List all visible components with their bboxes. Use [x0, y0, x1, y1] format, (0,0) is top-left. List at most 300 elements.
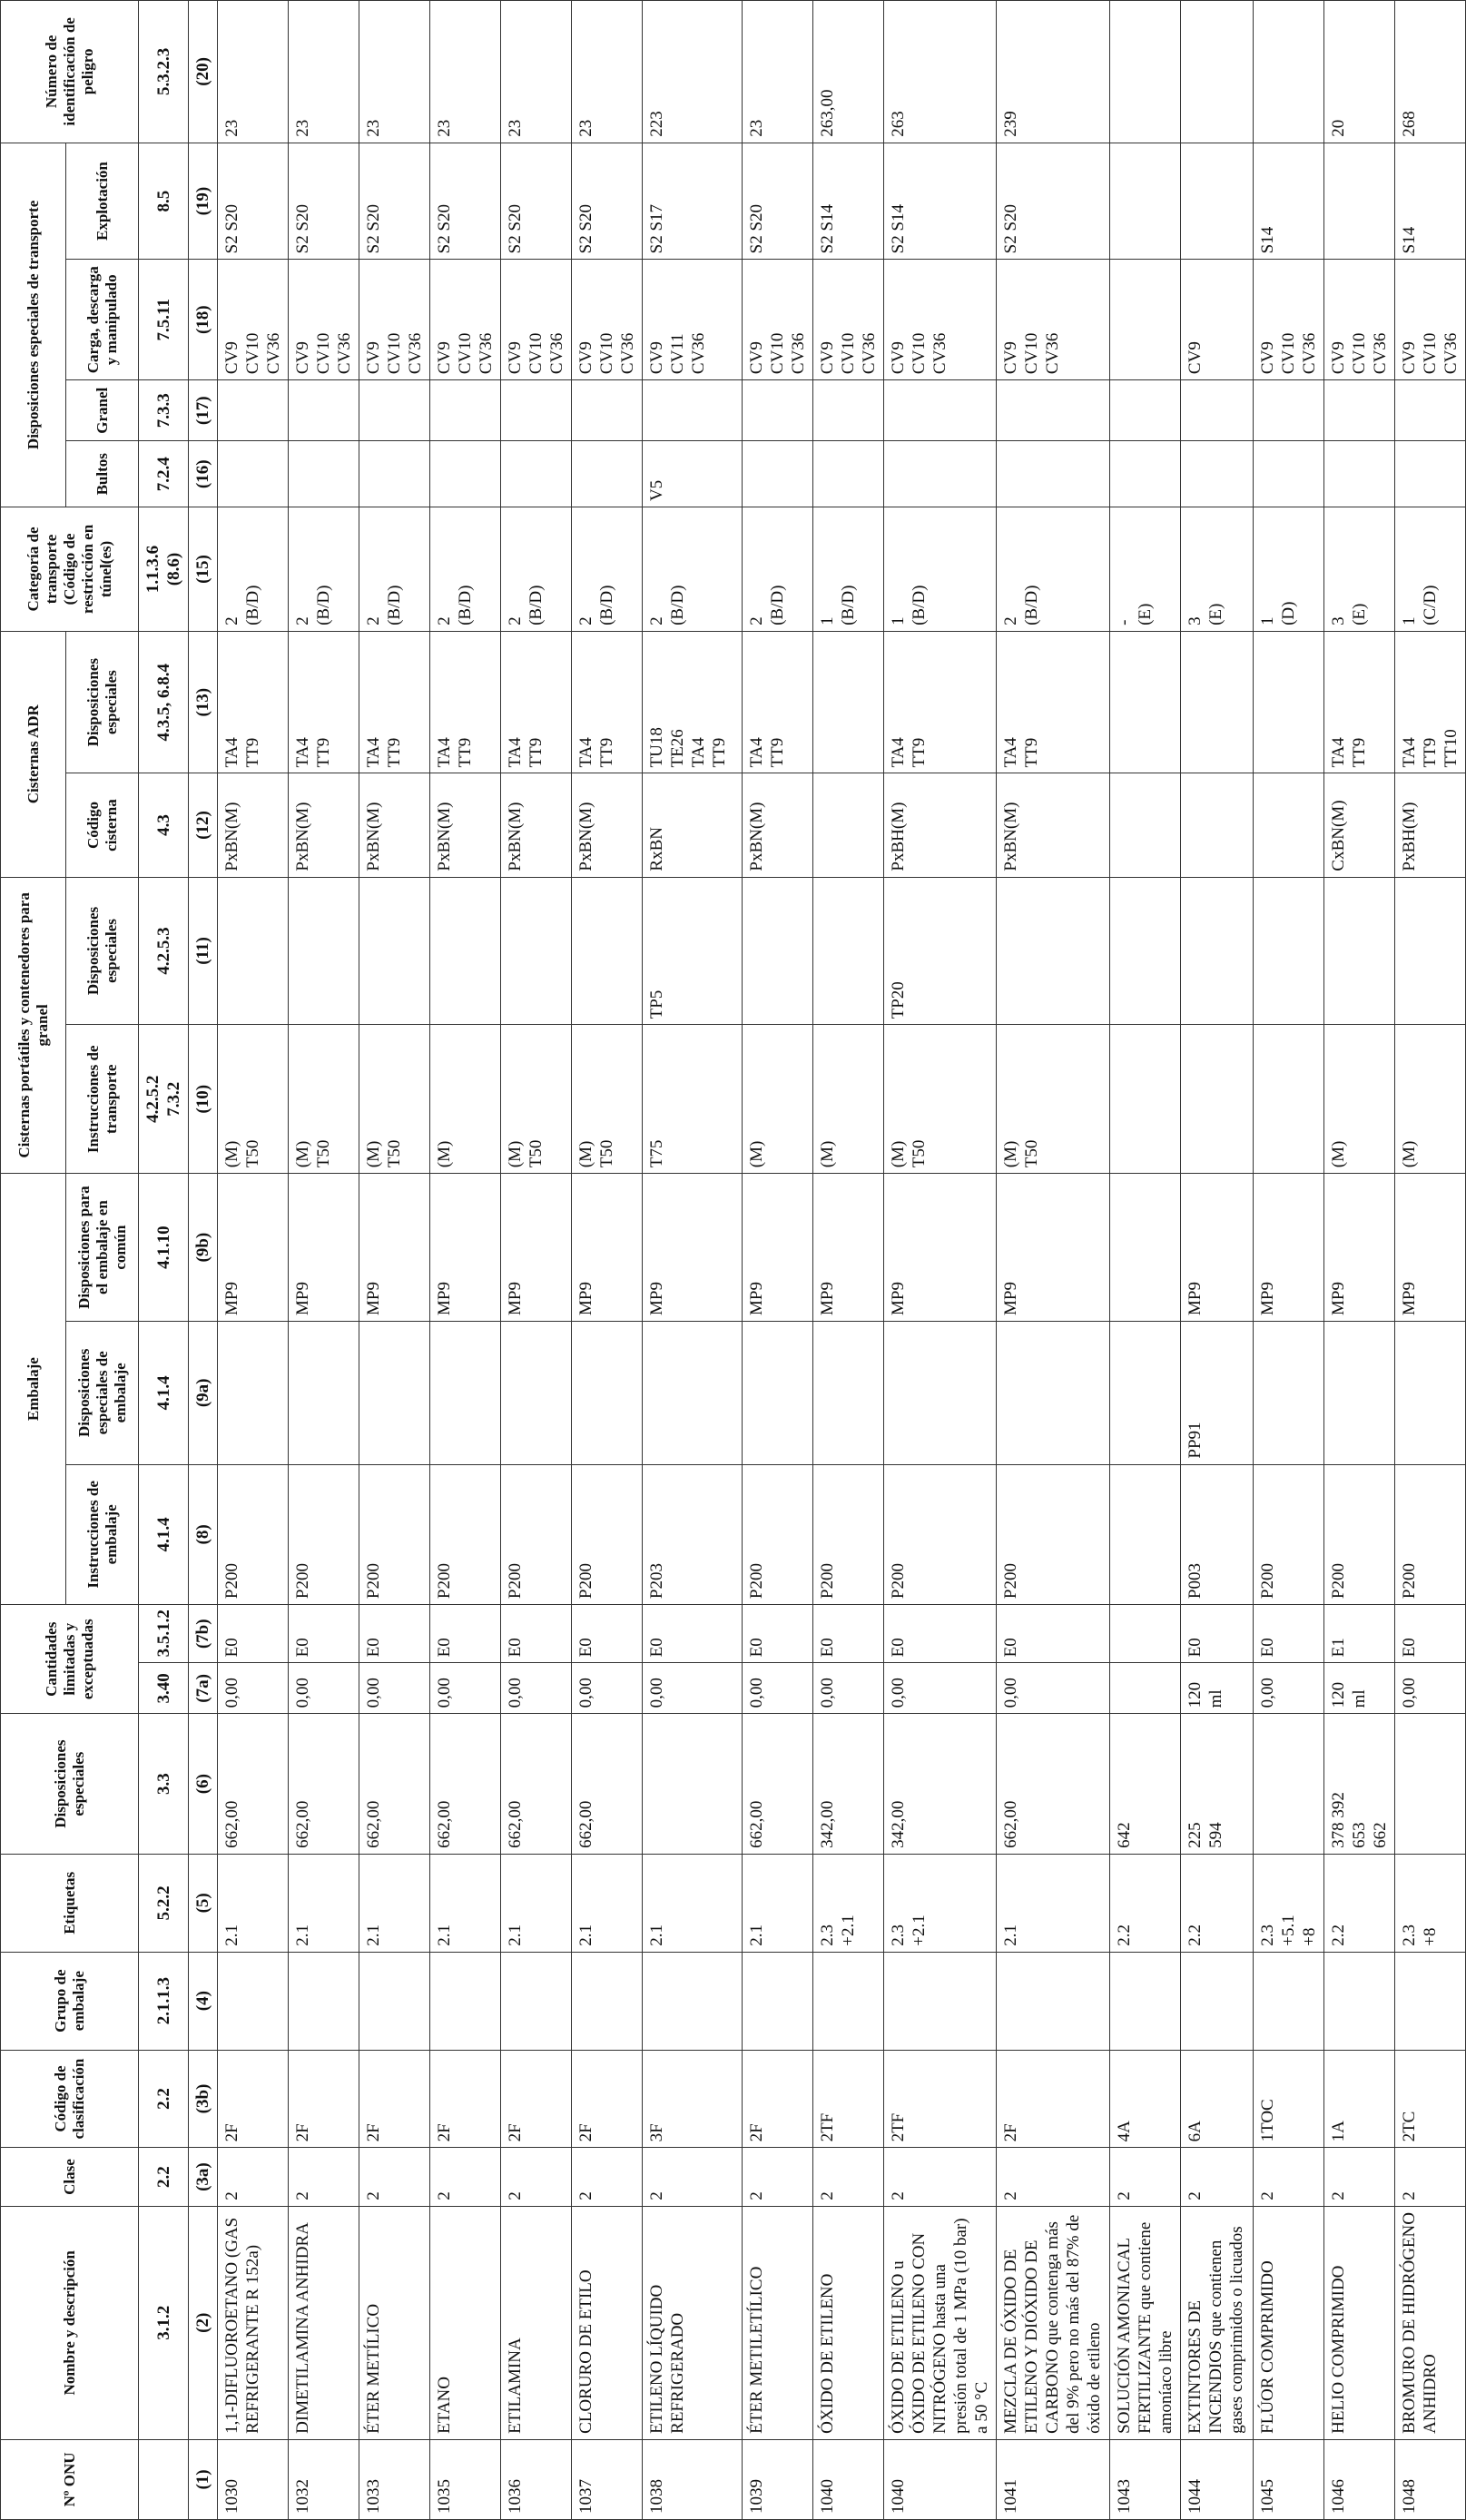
table-cell: BROMURO DE HIDRÓGENO ANHIDRO [1395, 2206, 1466, 2439]
table-cell: 1038 [643, 2439, 743, 2519]
table-cell: 1032 [289, 2439, 359, 2519]
table-cell: E0 [643, 1605, 743, 1663]
table-cell: E0 [743, 1605, 813, 1663]
table-cell [501, 507, 572, 632]
header-granel: Granel [66, 380, 139, 441]
table-cell [289, 1025, 359, 1174]
table-cell [1324, 143, 1395, 260]
cell-line: TT9 [768, 737, 787, 768]
table-cell [218, 1322, 289, 1465]
cell-line: 2 [576, 616, 595, 625]
cell-line: TU18 [647, 727, 666, 768]
table-cell: 23 [501, 1, 572, 143]
table-cell: 342,00 [884, 1714, 997, 1855]
header-group-row [1, 1, 66, 2520]
table-cell [1395, 507, 1466, 632]
table-cell [1254, 1322, 1324, 1465]
table-cell [884, 631, 997, 773]
table-cell [813, 877, 884, 1025]
table-cell: MP9 [1181, 1174, 1254, 1322]
table-cell: 2.1 [218, 1854, 289, 1952]
table-cell: 2.1 [359, 1854, 430, 1952]
table-cell: 1037 [572, 2439, 643, 2519]
table-cell [1324, 877, 1395, 1025]
table-cell: 1041 [997, 2439, 1110, 2519]
header-disposiciones-especiales: Disposiciones especiales [1, 1714, 139, 1855]
table-cell [1324, 631, 1395, 773]
table-cell: ÉTER METILETÍLICO [743, 2206, 813, 2439]
table-cell [743, 260, 813, 380]
table-cell: ÉTER METÍLICO [359, 2206, 430, 2439]
cell-line: (B/D) [385, 585, 404, 625]
table-cell [430, 631, 501, 773]
table-cell [572, 507, 643, 632]
table-cell [430, 507, 501, 632]
header-bultos: Bultos [66, 441, 139, 507]
table-cell [1110, 1322, 1181, 1465]
cell-line: (D) [1279, 601, 1298, 625]
cell-line: CV36 [1300, 332, 1319, 375]
table-cell: MP9 [1324, 1174, 1395, 1322]
cell-line: (B/D) [910, 585, 929, 625]
reference-cell [139, 507, 189, 632]
cell-line: +8 [1421, 1927, 1440, 1946]
table-cell [1110, 260, 1181, 380]
reference-cell: 7.3.3 [139, 380, 189, 441]
table-cell [501, 1322, 572, 1465]
column-number-cell: (18) [189, 260, 218, 380]
table-cell [289, 441, 359, 507]
cell-line: 225 [1186, 1822, 1205, 1848]
table-cell: V5 [643, 441, 743, 507]
table-cell: 662,00 [743, 1714, 813, 1855]
table-cell: SOLUCIÓN AMONIACAL FERTILIZANTE que contiene amoníaco libre [1110, 2206, 1181, 2439]
table-cell [1110, 1, 1181, 143]
table-cell [501, 380, 572, 441]
table-cell: E0 [813, 1605, 884, 1663]
table-cell [1324, 260, 1395, 380]
table-cell [1324, 380, 1395, 441]
cell-line: TT9 [526, 737, 546, 768]
table-cell [813, 441, 884, 507]
table-cell [1395, 1854, 1466, 1952]
cell-line: CV36 [477, 332, 496, 375]
table-cell: E0 [1395, 1605, 1466, 1663]
table-cell [813, 380, 884, 441]
cell-line: TT9 [385, 737, 404, 768]
table-cell [359, 1952, 430, 2050]
table-cell [1181, 507, 1254, 632]
table-cell: 2 [1395, 2148, 1466, 2206]
table-cell [1254, 631, 1324, 773]
cell-line: 1.1.3.6 [143, 545, 162, 594]
table-cell: MP9 [1395, 1174, 1466, 1322]
table-cell: 2.1 [430, 1854, 501, 1952]
table-cell [884, 1854, 997, 1952]
cell-line: 4.2.5.2 [143, 1075, 162, 1123]
table-row [1395, 1, 1466, 2520]
table-cell: P203 [643, 1464, 743, 1605]
table-cell: P200 [997, 1464, 1110, 1605]
cell-line: CV36 [547, 332, 566, 375]
table-cell: S2 S20 [743, 143, 813, 260]
cell-line: 1 [1400, 616, 1419, 625]
table-cell: ETILAMINA [501, 2206, 572, 2439]
cell-line: TT10 [1441, 729, 1461, 768]
table-cell [1181, 441, 1254, 507]
table-cell: PxBH(M) [1395, 773, 1466, 877]
reference-cell: 3.5.1.2 [139, 1605, 189, 1663]
table-cell: P200 [289, 1464, 359, 1605]
cell-line: (E) [1350, 603, 1369, 625]
column-number-cell: (3b) [189, 2050, 218, 2148]
table-cell [430, 380, 501, 441]
table-cell: 1033 [359, 2439, 430, 2519]
cell-line: TT9 [1350, 737, 1369, 768]
cell-line: (B/D) [526, 585, 546, 625]
table-row [643, 1, 743, 2520]
table-cell: 662,00 [430, 1714, 501, 1855]
table-row [430, 1, 501, 2520]
cell-line: T50 [243, 1139, 262, 1168]
table-cell: 0,00 [643, 1663, 743, 1714]
table-cell: P200 [218, 1464, 289, 1605]
table-cell: 662,00 [997, 1714, 1110, 1855]
cell-line: TA4 [576, 737, 595, 768]
cell-line: CV9 [647, 341, 666, 375]
column-number-cell: (12) [189, 773, 218, 877]
table-cell [643, 380, 743, 441]
table-cell [218, 1952, 289, 2050]
table-cell [643, 507, 743, 632]
cell-line: (B/D) [243, 585, 262, 625]
table-cell [501, 441, 572, 507]
table-cell: 1040 [884, 2439, 997, 2519]
table-cell: CxBN(M) [1324, 773, 1395, 877]
header-instrucciones-transporte: Instrucciones de transporte [66, 1025, 139, 1174]
table-cell: S2 S20 [359, 143, 430, 260]
reference-cell: 4.1.4 [139, 1322, 189, 1465]
cell-line: T50 [314, 1139, 333, 1168]
cell-line: 2 [647, 616, 666, 625]
cell-line: (M) [222, 1140, 241, 1168]
table-cell: 2 [1254, 2148, 1324, 2206]
table-cell [218, 441, 289, 507]
cell-line: TE26 [668, 729, 687, 768]
column-number-cell: (2) [189, 2206, 218, 2439]
header-explotacion: Explotación [66, 143, 139, 260]
table-cell [359, 441, 430, 507]
cell-line: CV9 [818, 341, 837, 375]
table-cell [501, 631, 572, 773]
cell-line: (B/D) [839, 585, 858, 625]
table-cell: 239 [997, 1, 1110, 143]
cell-line: CV9 [576, 341, 595, 375]
table-row [997, 1, 1110, 2520]
header-cisternas-portatiles: Cisternas portátiles y contenedores para granel [1, 877, 66, 1174]
table-cell: 2 [1181, 2148, 1254, 2206]
table-cell: PxBN(M) [359, 773, 430, 877]
table-cell: E0 [359, 1605, 430, 1663]
table-cell [289, 507, 359, 632]
table-cell: 342,00 [813, 1714, 884, 1855]
table-cell: 23 [289, 1, 359, 143]
table-cell: E0 [1181, 1605, 1254, 1663]
header-numero-peligro: Número de identificación de peligro [1, 1, 139, 143]
table-cell: P200 [813, 1464, 884, 1605]
table-cell [997, 1025, 1110, 1174]
cell-line: 378 392 [1329, 1792, 1348, 1848]
table-cell [572, 380, 643, 441]
table-cell: 662,00 [218, 1714, 289, 1855]
table-cell: P200 [743, 1464, 813, 1605]
table-row [1181, 1, 1254, 2520]
table-cell: MEZCLA DE ÓXIDO DE ETILENO Y DIÓXIDO DE CARBONO que contenga más del 9% pero no más del 87% de óxido de etileno [997, 2206, 1110, 2439]
header-clase: Clase [1, 2148, 139, 2206]
table-cell [218, 260, 289, 380]
table-row [501, 1, 572, 2520]
table-cell [743, 1952, 813, 2050]
header-disp-embalaje-comun: Disposiciones para el embalaje en común [66, 1174, 139, 1322]
cell-line: (B/D) [668, 585, 687, 625]
table-cell [997, 507, 1110, 632]
table-cell [1181, 631, 1254, 773]
table-cell: MP9 [743, 1174, 813, 1322]
cell-line: (C/D) [1421, 585, 1440, 625]
cell-line: +8 [1300, 1927, 1319, 1946]
table-cell: MP9 [359, 1174, 430, 1322]
table-cell [1181, 877, 1254, 1025]
cell-line: 2 [506, 616, 525, 625]
table-cell: 2 [501, 2148, 572, 2206]
table-cell [430, 260, 501, 380]
table-cell [359, 1025, 430, 1174]
column-number-cell: (4) [189, 1952, 218, 2050]
table-cell [1254, 1, 1324, 143]
table-cell [1110, 1952, 1181, 2050]
table-cell: PxBN(M) [501, 773, 572, 877]
table-cell: P200 [501, 1464, 572, 1605]
table-cell: 2.2 [1110, 1854, 1181, 1952]
header-name: Nombre y descripción [1, 2206, 139, 2439]
table-cell: P200 [572, 1464, 643, 1605]
table-cell [813, 1952, 884, 2050]
header-disp-especiales-transporte: Disposiciones especiales de transporte [1, 143, 66, 507]
cell-line: 2.3 [818, 1924, 837, 1946]
table-cell [359, 631, 430, 773]
table-cell [1254, 380, 1324, 441]
table-cell: 2 [1324, 2148, 1395, 2206]
table-cell: ÓXIDO DE ETILENO [813, 2206, 884, 2439]
table-cell: 0,00 [359, 1663, 430, 1714]
table-cell: (M) [813, 1025, 884, 1174]
table-cell [884, 1322, 997, 1465]
table-cell [1181, 773, 1254, 877]
table-cell: RxBN [643, 773, 743, 877]
reference-cell: 5.2.2 [139, 1854, 189, 1952]
table-row [743, 1, 813, 2520]
cell-line: CV9 [435, 341, 454, 375]
table-cell: ETILENO LÍQUIDO REFRIGERADO [643, 2206, 743, 2439]
cell-line: T50 [597, 1139, 616, 1168]
table-cell: P200 [884, 1464, 997, 1605]
table-cell [218, 631, 289, 773]
table-cell [289, 877, 359, 1025]
cell-line: TT9 [1421, 737, 1440, 768]
table-cell [743, 1322, 813, 1465]
table-cell: MP9 [289, 1174, 359, 1322]
cell-line: TA4 [1001, 737, 1020, 768]
header-etiquetas: Etiquetas [1, 1854, 139, 1952]
cell-line: TA4 [689, 737, 708, 768]
table-cell: 3F [643, 2050, 743, 2148]
table-cell: E0 [218, 1605, 289, 1663]
cell-line: (E) [1206, 603, 1225, 625]
table-cell [1395, 1952, 1466, 2050]
table-cell [813, 631, 884, 773]
table-cell [430, 1322, 501, 1465]
column-number-cell: (9a) [189, 1322, 218, 1465]
cell-line: TT9 [243, 737, 262, 768]
table-cell [1110, 441, 1181, 507]
header-cantidades: Cantidades limitadas y exceptuadas [1, 1605, 139, 1714]
cell-line: CV36 [1371, 332, 1390, 375]
cell-line: (M) [576, 1140, 595, 1168]
table-cell: 2TF [813, 2050, 884, 2148]
table-cell: (M) [743, 1025, 813, 1174]
table-cell: (M) [430, 1025, 501, 1174]
cell-line: 2 [1001, 616, 1020, 625]
table-cell: CV9 [1181, 260, 1254, 380]
table-cell [359, 380, 430, 441]
cell-line: CV36 [335, 332, 354, 375]
table-cell: E0 [289, 1605, 359, 1663]
table-cell [743, 507, 813, 632]
column-number-cell: (5) [189, 1854, 218, 1952]
reference-cell [139, 2439, 189, 2519]
cell-line: CV9 [506, 341, 525, 375]
table-cell: 0,00 [1395, 1663, 1466, 1714]
cell-line: TA4 [435, 737, 454, 768]
table-cell: 2 [289, 2148, 359, 2206]
table-cell [501, 877, 572, 1025]
table-cell: MP9 [997, 1174, 1110, 1322]
cell-line: CV10 [243, 332, 262, 375]
table-cell [1395, 877, 1466, 1025]
table-cell [997, 1322, 1110, 1465]
table-cell: HELIO COMPRIMIDO [1324, 2206, 1395, 2439]
table-cell [501, 260, 572, 380]
table-cell: 263 [884, 1, 997, 143]
cell-line: CV36 [1441, 332, 1461, 375]
table-cell: 2TC [1395, 2050, 1466, 2148]
table-cell: PxBN(M) [743, 773, 813, 877]
reference-cell: 3.1.2 [139, 2206, 189, 2439]
table-cell: 20 [1324, 1, 1395, 143]
table-row [813, 1, 884, 2520]
header-grupo-embalaje: Grupo de embalaje [1, 1952, 139, 2050]
table-cell [743, 441, 813, 507]
table-cell: (M) [1324, 1025, 1395, 1174]
table-cell [289, 260, 359, 380]
column-number-cell: (10) [189, 1025, 218, 1174]
table-cell: E1 [1324, 1605, 1395, 1663]
cell-line: (M) [293, 1140, 312, 1168]
reference-row [139, 1, 189, 2520]
table-cell [1110, 380, 1181, 441]
table-cell [813, 1854, 884, 1952]
cell-line: (8.6) [164, 552, 183, 586]
cell-line: CV36 [860, 332, 879, 375]
table-cell: MP9 [884, 1174, 997, 1322]
table-cell: MP9 [643, 1174, 743, 1322]
table-cell [997, 260, 1110, 380]
cell-line: (B/D) [314, 585, 333, 625]
table-cell [430, 1952, 501, 2050]
table-cell [289, 380, 359, 441]
column-number-cell: (17) [189, 380, 218, 441]
table-cell: CLORURO DE ETILO [572, 2206, 643, 2439]
table-cell [359, 507, 430, 632]
cell-line: 2.3 [889, 1924, 908, 1946]
table-cell: 2F [997, 2050, 1110, 2148]
table-row [572, 1, 643, 2520]
table-cell: 1039 [743, 2439, 813, 2519]
table-cell: 0,00 [572, 1663, 643, 1714]
table-cell [572, 1322, 643, 1465]
table-cell: 23 [218, 1, 289, 143]
table-cell [884, 380, 997, 441]
cell-line: CV36 [789, 332, 808, 375]
cell-line: - [1115, 619, 1134, 625]
table-cell [1254, 773, 1324, 877]
table-cell: 662,00 [359, 1714, 430, 1855]
table-cell: 2TF [884, 2050, 997, 2148]
cell-line: CV10 [456, 332, 475, 375]
table-cell [1395, 380, 1466, 441]
table-cell: E0 [572, 1605, 643, 1663]
table-cell [884, 1952, 997, 2050]
cell-line: 7.3.2 [164, 1081, 183, 1117]
cell-line: CV36 [264, 332, 283, 375]
cell-line: 2 [364, 616, 383, 625]
cell-line: CV9 [1258, 341, 1277, 375]
cell-line: CV9 [364, 341, 383, 375]
table-cell [1395, 1322, 1466, 1465]
table-cell [643, 631, 743, 773]
table-cell [643, 1322, 743, 1465]
table-cell: P200 [359, 1464, 430, 1605]
table-cell: 23 [359, 1, 430, 143]
table-cell: S2 S20 [572, 143, 643, 260]
cell-line: CV9 [889, 341, 908, 375]
column-number-cell: (7b) [189, 1605, 218, 1663]
column-number-cell: (11) [189, 877, 218, 1025]
table-cell: E0 [430, 1605, 501, 1663]
table-cell [1395, 631, 1466, 773]
table-cell [743, 877, 813, 1025]
table-cell [1181, 380, 1254, 441]
table-cell: 0,00 [813, 1663, 884, 1714]
header-cp-disp-especiales: Disposiciones especiales [66, 877, 139, 1025]
table-cell: 0,00 [997, 1663, 1110, 1714]
table-cell [1254, 507, 1324, 632]
reference-cell: 2.2 [139, 2148, 189, 2206]
table-cell [359, 260, 430, 380]
table-cell [501, 1025, 572, 1174]
table-cell: MP9 [572, 1174, 643, 1322]
reference-cell: 8.5 [139, 143, 189, 260]
